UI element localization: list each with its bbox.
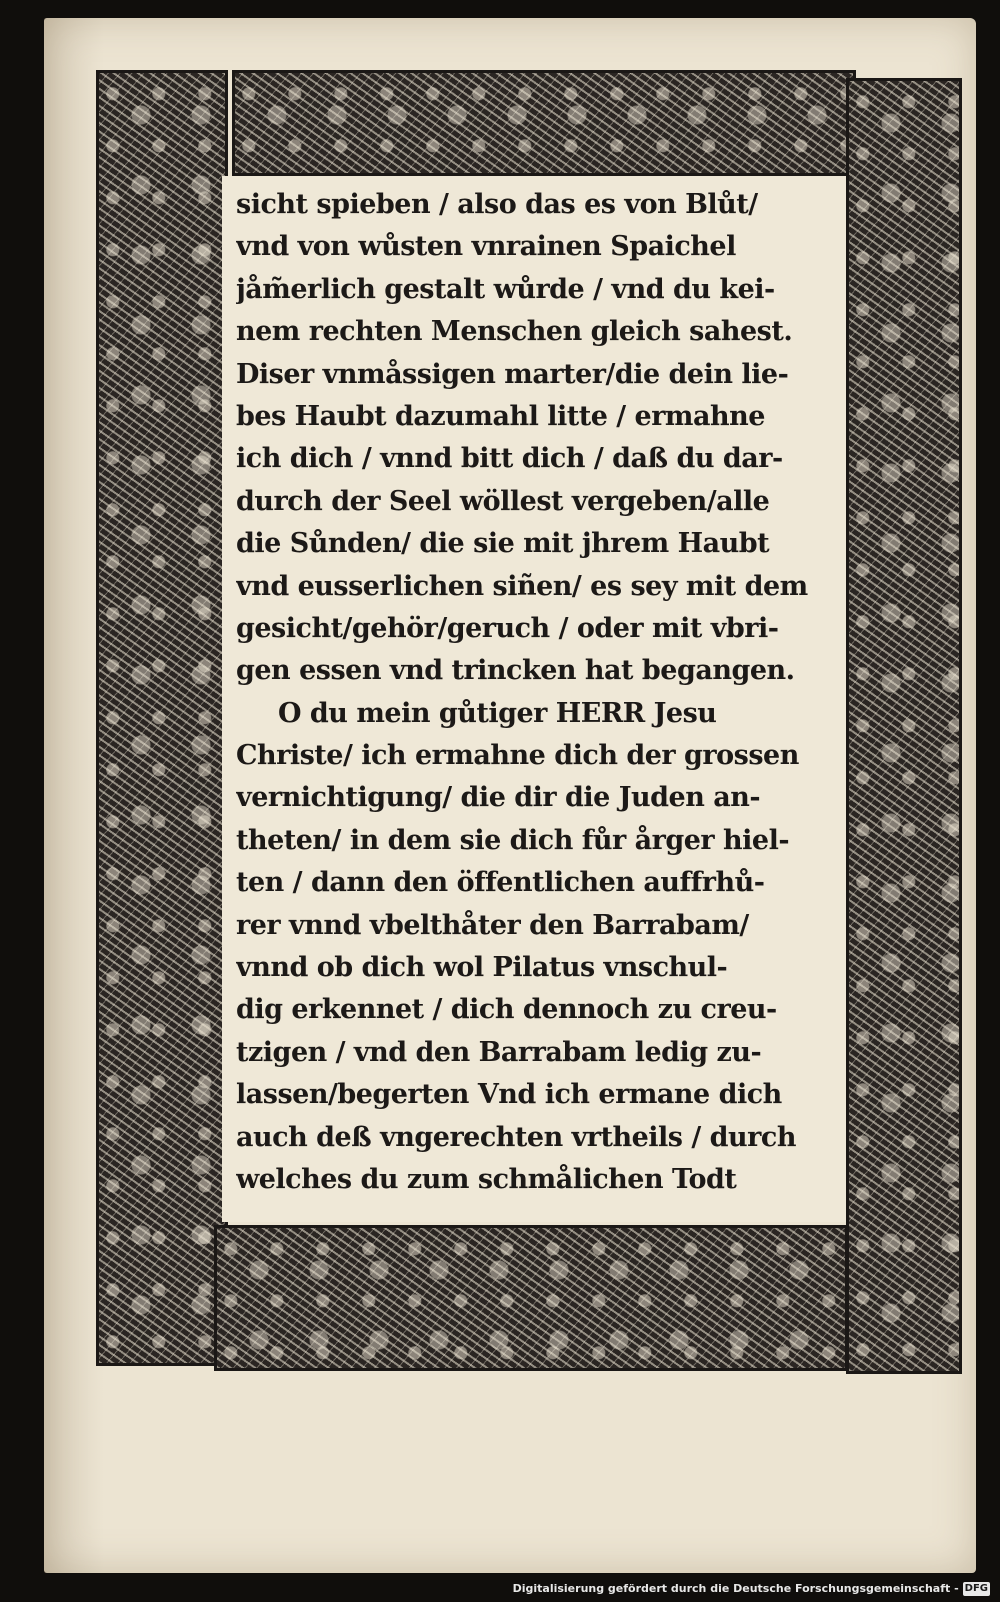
- text-line: die Sůnden/ die sie mit jhrem Haubt: [236, 528, 770, 560]
- text-line: ten / dann den öffentlichen auffrhů-: [236, 867, 765, 899]
- text-line: nem rechten Menschen gleich sahest.: [236, 316, 793, 348]
- text-line: vnnd ob dich wol Pilatus vnschul-: [236, 952, 728, 984]
- text-line: gesicht/gehör/geruch / oder mit vbri-: [236, 612, 779, 644]
- text-line: ich dich / vnnd bitt dich / daß du dar-: [236, 443, 783, 475]
- text-line: vernichtigung/ die dir die Juden an-: [236, 782, 761, 814]
- page-gutter-shadow: [44, 18, 104, 1573]
- text-line: tzigen / vnd den Barrabam ledig zu-: [236, 1036, 762, 1068]
- text-line: lassen/begerten Vnd ich ermane dich: [236, 1079, 782, 1111]
- text-line: jåm̃erlich gestalt wůrde / vnd du kei-: [236, 273, 775, 305]
- text-line: welches du zum schmålichen Todt: [236, 1163, 737, 1195]
- text-line: gen essen vnd trincken hat begangen.: [236, 655, 795, 687]
- page-text: [236, 184, 842, 1201]
- text-line: bes Haubt dazumahl litte / ermahne: [236, 400, 765, 432]
- text-line: Christe/ ich ermahne dich der grossen: [236, 740, 799, 772]
- woodcut-border-right: [846, 78, 962, 1374]
- woodcut-border-left: [96, 70, 228, 1366]
- text-line: vnd von wůsten vnrainen Spaichel: [236, 231, 736, 263]
- text-line: auch deß vngerechten vrtheils / durch: [236, 1121, 796, 1153]
- text-line: vnd eusserlichen siñen/ es sey mit dem: [236, 570, 808, 602]
- text-line: O du mein gůtiger HERR Jesu: [278, 697, 717, 729]
- text-line: durch der Seel wöllest vergeben/alle: [236, 485, 770, 517]
- woodcut-border-bottom: [214, 1225, 848, 1371]
- dfg-logo: DFG: [964, 1583, 988, 1594]
- text-line: Diser vnmåssigen marter/die dein lie-: [236, 358, 789, 390]
- digitization-credit: [513, 1580, 990, 1598]
- text-line: rer vnnd vbelthåter den Barrabam/: [236, 909, 749, 941]
- text-line: dig erkennet / dich dennoch zu creu-: [236, 994, 777, 1026]
- woodcut-border-top: [232, 70, 856, 176]
- text-line: theten/ in dem sie dich fůr årger hiel-: [236, 824, 790, 856]
- text-line: sicht spieben / also das es von Blůt/: [236, 189, 758, 220]
- credit-text: Digitalisierung gefördert durch die Deutsche Forschungsgemeinschaft -: [512, 1582, 959, 1595]
